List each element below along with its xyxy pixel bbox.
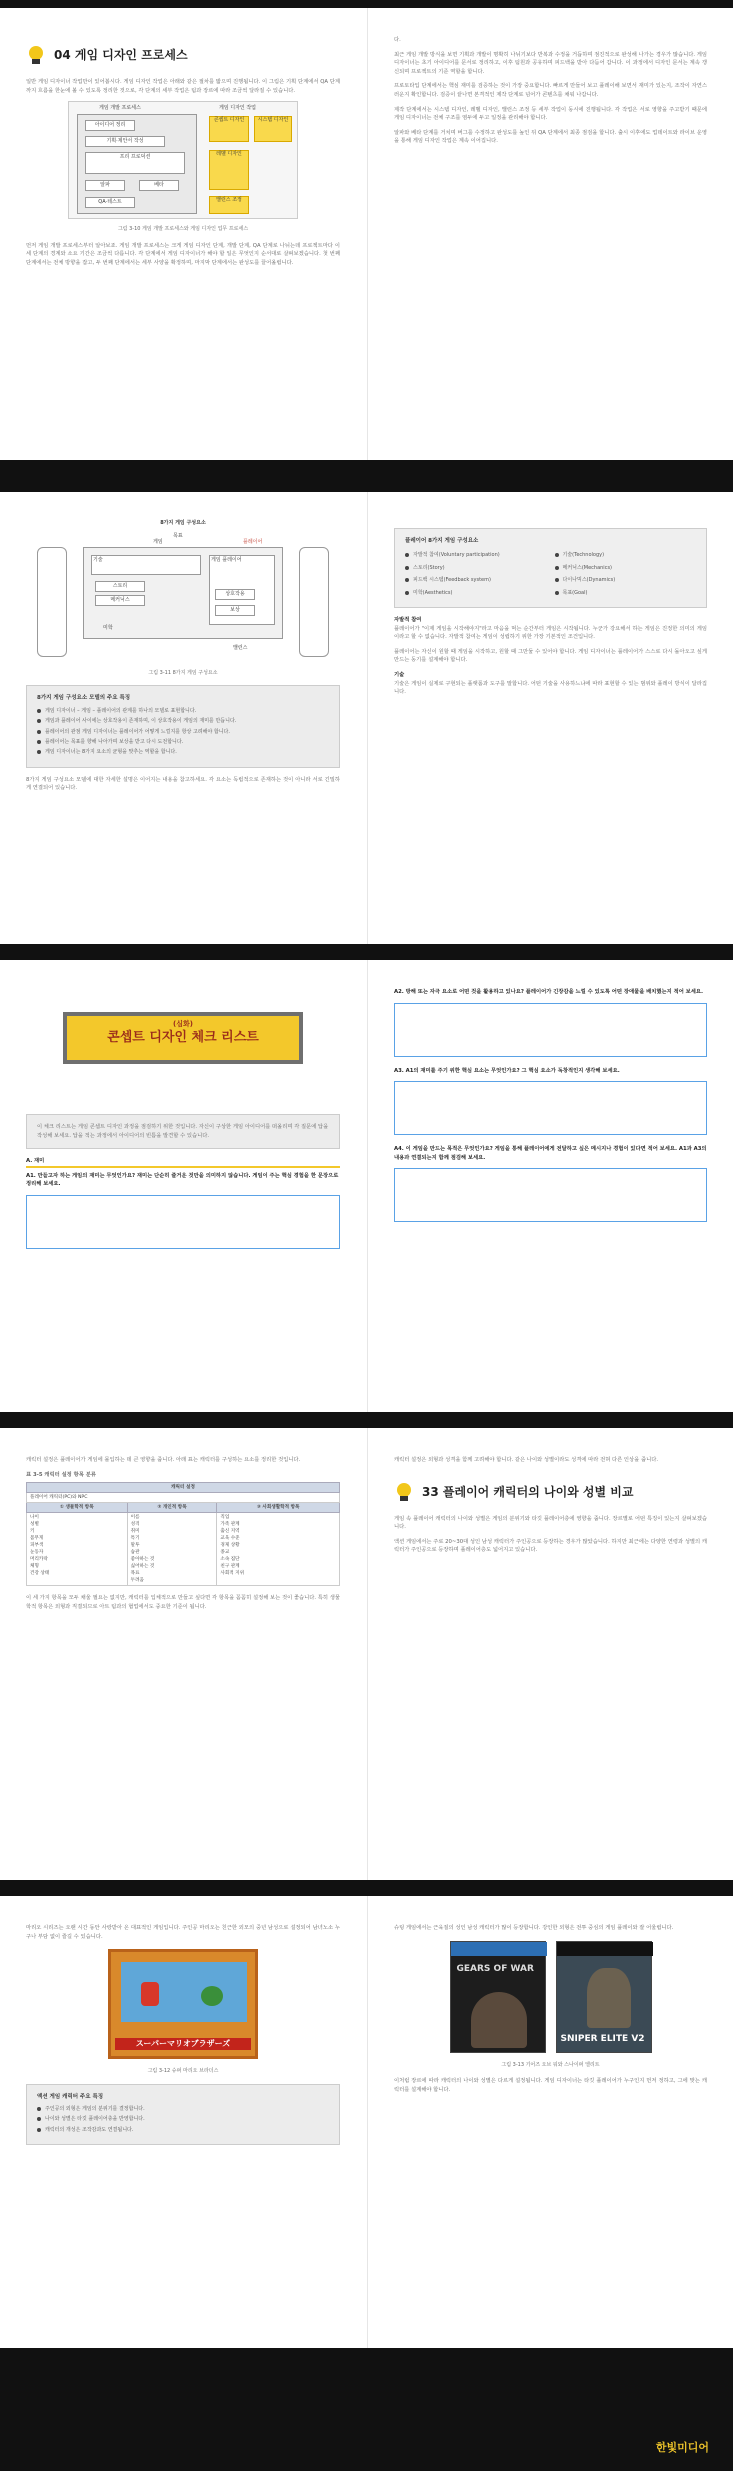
elements-diagram bbox=[33, 533, 333, 663]
subheading: 기술 bbox=[394, 672, 405, 678]
gears-cover-image bbox=[450, 1941, 546, 2053]
body-paragraph: 최근 게임 개발 방식을 보면 기획과 개발이 명확히 나뉘기보다 반복과 수정을 거듭하며 점진적으로 완성해 나가는 경우가 많습니다. 게임 디자이너는 초기 아이디어를 문서로 정리하고, 이후 팀원과 공유하며 피드백을 받아 다듬어 갑니다. 이 과정에서 디자인 문서는 계속 갱신되며 프로젝트의 기준 역할을 합니다. bbox=[394, 51, 707, 75]
spread-5 bbox=[0, 1896, 733, 2348]
figure-caption: 그림 3-13 기어즈 오브 워와 스나이퍼 엘리트 bbox=[501, 2061, 600, 2068]
step-box: 기획·제안서 작성 bbox=[85, 136, 165, 147]
list-item: 플레이어는 목표를 향해 나아가며 보상을 받고 다시 도전합니다. bbox=[37, 738, 329, 746]
table-caption: 표 3-5 캐릭터 설정 항목 분류 bbox=[26, 1471, 96, 1478]
platform-band bbox=[557, 1942, 653, 1956]
page-left bbox=[0, 1428, 366, 1880]
table-header: 캐릭터 설정 bbox=[27, 1483, 340, 1493]
page-right bbox=[367, 1428, 733, 1880]
continued-text: 다. bbox=[394, 37, 401, 43]
interaction-box: 상호작용 bbox=[215, 589, 255, 600]
mario-figure-icon bbox=[141, 1982, 159, 2006]
section-number: 04 bbox=[54, 48, 71, 62]
checklist-title-banner bbox=[63, 1012, 303, 1064]
cover-title: SNIPER ELITE V2 bbox=[560, 2033, 645, 2044]
story-box: 스토리 bbox=[95, 581, 145, 592]
note-text: 이 체크 리스트는 게임 콘셉트 디자인 과정을 점검하기 위한 것입니다. 자신이 구상한 게임 아이디어를 떠올리며 각 질문에 답을 작성해 보세요. 답을 적는 과정에서 아이디어의 빈틈을 발견할 수 있습니다. bbox=[37, 1124, 329, 1139]
question-a1: A1. 만들고자 하는 게임의 재미는 무엇인가요? 재미는 단순히 즐거운 것만을 의미하지 않습니다. 게임이 주는 핵심 경험을 한 문장으로 정리해 보세요. bbox=[26, 1172, 339, 1188]
platform-band bbox=[451, 1942, 547, 1956]
lightbulb-icon bbox=[394, 1481, 414, 1503]
step-box: 아이디어 정리 bbox=[85, 120, 135, 131]
reward-box: 보상 bbox=[215, 605, 255, 616]
step-box: 프리 프로덕션 bbox=[85, 152, 185, 174]
continued-text: 캐릭터 설정은 외형과 성격을 함께 고려해야 합니다. 같은 나이와 성별이라도 성격에 따라 전혀 다른 인상을 줍니다. bbox=[394, 1457, 658, 1463]
body-paragraph: 게임 속 플레이어 캐릭터의 나이와 성별은 게임의 분위기와 타깃 플레이어층에 영향을 줍니다. 장르별로 어떤 특징이 있는지 살펴보겠습니다. bbox=[394, 1515, 707, 1531]
list-item: 캐릭터의 개성은 조작감과도 연결됩니다. bbox=[37, 2126, 329, 2134]
intro-paragraph: 일반 게임 디자이너 작업만이 있어봅시다. 게임 디자인 작업은 아래와 같은 절차를 밟으며 진행됩니다. 이 그림은 기획 단계에서 QA 단계까지 흐름을 한눈에 볼 수 있도록 정리한 것으로, 각 단계의 세부 작업은 팀과 장르에 따라 조금씩 달라질 수 있습니다. bbox=[26, 79, 340, 94]
page-left bbox=[0, 1896, 366, 2348]
feature-panel bbox=[26, 685, 340, 767]
col-header: ③ 사회생활학적 항목 bbox=[217, 1503, 340, 1513]
label-player: 플레이어 bbox=[243, 539, 263, 545]
spread-2 bbox=[0, 492, 733, 944]
grid-item: 메커닉스(Mechanics) bbox=[555, 564, 697, 572]
cover-title: GEARS OF WAR bbox=[456, 1963, 534, 1974]
title-small: (심화) bbox=[173, 1020, 193, 1028]
panel-title: 플레이어 8가지 게임 구성요소 bbox=[405, 538, 479, 544]
body-paragraph: 이 세 가지 항목을 모두 채울 필요는 없지만, 캐릭터를 입체적으로 만들고 싶다면 각 항목을 꼼꼼히 설정해 보는 것이 좋습니다. 특히 생물학적 항목은 외형과 직결되므로 아트 팀과의 협업에서도 중요한 기준이 됩니다. bbox=[26, 1595, 340, 1610]
list-item: 플레이어의 관점 게임 디자이너는 플레이어가 어떻게 느낄지를 항상 고려해야 합니다. bbox=[37, 728, 329, 736]
body-paragraph: 슈팅 게임에서는 근육질의 성인 남성 캐릭터가 많이 등장합니다. 강인한 외형은 전투 중심의 게임 플레이와 잘 어울립니다. bbox=[394, 1925, 674, 1931]
diagram-col-left: 게임 개발 프로세스 bbox=[99, 105, 141, 112]
body-paragraph: 8가지 게임 구성요소 모델에 대한 자세한 설명은 이어지는 내용을 참고하세요. 각 요소는 독립적으로 존재하는 것이 아니라 서로 긴밀하게 연결되어 있습니다. bbox=[26, 776, 340, 792]
figure-caption: 그림 3-11 8가지 게임 구성요소 bbox=[148, 670, 218, 676]
cover-row bbox=[394, 1941, 707, 2053]
body-paragraph: 제작 단계에서는 시스템 디자인, 레벨 디자인, 밸런스 조정 등 세부 작업이 동시에 진행됩니다. 각 작업은 서로 영향을 주고받기 때문에 게임 디자이너는 전체 구조를 염두에 두고 일정을 관리해야 합니다. bbox=[394, 106, 707, 122]
cover-title: スーパーマリオブラザーズ bbox=[115, 2038, 251, 2050]
spread-4 bbox=[0, 1428, 733, 1880]
step-box: 알파 bbox=[85, 180, 125, 191]
list-item: 게임 디자이너 – 게임 – 플레이어의 관계를 하나의 모델로 표현합니다. bbox=[37, 707, 329, 715]
note-panel bbox=[26, 1114, 340, 1149]
body-paragraph: 기술은 게임이 실제로 구현되는 플랫폼과 도구를 말합니다. 어떤 기술을 사용하느냐에 따라 표현할 수 있는 범위와 플레이 방식이 달라집니다. bbox=[394, 680, 707, 696]
section-title bbox=[422, 1485, 633, 1499]
section-title-text: 게임 디자인 프로세스 bbox=[74, 48, 188, 62]
label-balance: 밸런스 bbox=[233, 645, 248, 651]
figure-caption: 그림 3-12 슈퍼 마리오 브라더스 bbox=[147, 2068, 219, 2075]
divider bbox=[26, 1166, 340, 1168]
col-header: ② 개인적 항목 bbox=[127, 1503, 217, 1513]
panel-title: 8가지 게임 구성요소 모델의 주요 특징 bbox=[37, 695, 131, 702]
body-paragraph: 플레이어가 "이제 게임을 시작해야지"라고 마음을 먹는 순간부터 게임은 시작됩니다. 누군가 강요해서 하는 게임은 진정한 의미의 게임이라고 할 수 없습니다. 자발적 참여는 게임이 성립하기 위한 가장 기본적인 조건입니다. bbox=[394, 625, 707, 641]
page-left bbox=[0, 960, 366, 1412]
grid-item: 자발적 참여(Voluntary participation) bbox=[405, 551, 547, 559]
mechanics-box: 메커닉스 bbox=[95, 595, 145, 606]
play-box: 게임 플레이어 bbox=[209, 555, 275, 625]
player-pillar bbox=[299, 547, 329, 657]
soldier-figure-icon bbox=[471, 1992, 527, 2048]
label-goal: 목표 bbox=[173, 533, 183, 539]
cover-art bbox=[121, 1962, 247, 2022]
subheading: 자발적 참여 bbox=[394, 617, 422, 624]
body-paragraph: 알파와 베타 단계를 거치며 버그를 수정하고 완성도를 높인 뒤 QA 단계에서 최종 점검을 합니다. 출시 이후에도 업데이트와 라이브 운영을 통해 게임 디자인 작업은 계속 이어집니다. bbox=[394, 129, 707, 145]
page-left bbox=[0, 8, 366, 460]
diagram-col-right: 게임 디자인 작업 bbox=[219, 105, 256, 112]
mario-cover-image bbox=[108, 1949, 258, 2059]
sniper-figure-icon bbox=[587, 1968, 631, 2028]
table-sub: 플레이어 캐릭터(PC)와 NPC bbox=[27, 1493, 340, 1503]
section-number: 33 bbox=[422, 1484, 439, 1499]
body-paragraph: 플레이어는 자신이 원할 때 게임을 시작하고, 원할 때 그만둘 수 있어야 합니다. 게임 디자이너는 플레이어가 스스로 다시 돌아오고 싶게 만드는 동기를 설계해야 합니다. bbox=[394, 648, 707, 664]
sniper-cover-image bbox=[556, 1941, 652, 2053]
question-a4: A4. 이 게임을 만드는 목적은 무엇인가요? 게임을 통해 플레이어에게 전달하고 싶은 메시지나 경험이 있다면 적어 보세요. A1과 A3의 내용과 연결되는지 함께 점검해 보세요. bbox=[394, 1146, 707, 1161]
grid-item: 스토리(Story) bbox=[405, 564, 547, 572]
col-header: ① 생물학적 항목 bbox=[27, 1503, 128, 1513]
elements-panel bbox=[394, 528, 707, 608]
character-table bbox=[26, 1482, 340, 1586]
section-heading bbox=[26, 44, 340, 66]
label-game: 게임 bbox=[153, 539, 163, 545]
spread-1 bbox=[0, 8, 733, 460]
page-right bbox=[367, 8, 733, 460]
section-label: A. 재미 bbox=[26, 1158, 45, 1165]
intro-paragraph: 캐릭터 설정은 플레이어가 게임에 몰입하는 데 큰 영향을 줍니다. 아래 표는 캐릭터를 구성하는 요소를 정리한 것입니다. bbox=[26, 1457, 301, 1463]
section-heading bbox=[394, 1481, 707, 1503]
design-box: 레벨 디자인 bbox=[209, 150, 249, 190]
list-item: 나이와 성별은 타깃 플레이어층을 반영합니다. bbox=[37, 2115, 329, 2123]
body-paragraph: 이처럼 장르에 따라 캐릭터의 나이와 성별은 다르게 설정됩니다. 게임 디자이너는 타깃 플레이어가 누구인지 먼저 정하고, 그에 맞는 캐릭터를 설계해야 합니다. bbox=[394, 2078, 707, 2093]
page-left bbox=[0, 492, 366, 944]
grid-item: 기술(Technology) bbox=[555, 551, 697, 559]
step-box: 베타 bbox=[139, 180, 179, 191]
body-paragraph: 마리오 시리즈는 오랜 시간 동안 사랑받아 온 대표적인 게임입니다. 주인공 마리오는 친근한 외모의 중년 남성으로 설정되어 남녀노소 누구나 부담 없이 즐길 수 있습니다. bbox=[26, 1925, 340, 1940]
figure-caption: 그림 3-10 게임 개발 프로세스와 게임 디자인 업무 프로세스 bbox=[117, 226, 249, 233]
elements-grid bbox=[405, 549, 696, 599]
list-item: 게임 디자이너는 8가지 요소의 균형을 맞추는 역할을 합니다. bbox=[37, 748, 329, 756]
body-paragraph: 프로토타입 단계에서는 핵심 재미를 검증하는 것이 가장 중요합니다. 빠르게 만들어 보고 플레이해 보면서 재미가 있는지, 조작이 자연스러운지 확인합니다. 검증이 끝나면 본격적인 제작 단계로 넘어가 콘텐츠를 채워 나갑니다. bbox=[394, 83, 707, 98]
answer-field-a4[interactable] bbox=[394, 1168, 707, 1222]
question-a2: A2. 방해 또는 자극 요소로 어떤 것을 활용하고 있나요? 플레이어가 긴장감을 느낄 수 있도록 어떤 장애물을 배치했는지 적어 보세요. bbox=[394, 989, 704, 995]
grid-item: 피드백 시스템(Feedback system) bbox=[405, 576, 547, 584]
design-box: 밸런스 조정 bbox=[209, 196, 249, 214]
step-box: QA·테스트 bbox=[85, 197, 135, 208]
page-right bbox=[367, 1896, 733, 2348]
title-big: 콘셉트 디자인 체크 리스트 bbox=[107, 1030, 259, 1045]
section-title bbox=[54, 48, 188, 62]
publisher-logo: 한빛미디어 bbox=[655, 2441, 709, 2454]
tech-box: 기술 bbox=[91, 555, 201, 575]
section-title-text: 플레이어 캐릭터의 나이와 성별 비교 bbox=[442, 1484, 634, 1499]
body-paragraph: 액션 게임에서는 주로 20~30대 성인 남성 캐릭터가 주인공으로 등장하는 경우가 많았습니다. 하지만 최근에는 다양한 연령과 성별의 캐릭터가 주인공으로 등장하며 플레이어층도 넓어지고 있습니다. bbox=[394, 1538, 707, 1554]
grid-item: 다이나믹스(Dynamics) bbox=[555, 576, 697, 584]
list-item: 게임과 플레이어 사이에는 상호작용이 존재하며, 이 상호작용이 게임의 재미를 만듭니다. bbox=[37, 717, 329, 725]
grid-item: 목표(Goal) bbox=[555, 589, 697, 597]
design-box: 시스템 디자인 bbox=[254, 116, 292, 142]
page-right bbox=[367, 960, 733, 1412]
panel-title: 액션 게임 캐릭터 주요 특징 bbox=[37, 2093, 104, 2100]
designer-pillar bbox=[37, 547, 67, 657]
answer-field-a2[interactable] bbox=[394, 1003, 707, 1057]
answer-field-a3[interactable] bbox=[394, 1081, 707, 1135]
process-diagram bbox=[68, 101, 298, 219]
question-a3: A3. A1의 재미를 주기 위한 핵심 요소는 무엇인가요? 그 핵심 요소가 독창적인지 생각해 보세요. bbox=[394, 1067, 620, 1074]
feature-panel bbox=[26, 2084, 340, 2146]
design-box: 콘셉트 디자인 bbox=[209, 116, 249, 142]
answer-field-a1[interactable] bbox=[26, 1195, 340, 1249]
figure-title: 8가지 게임 구성요소 bbox=[160, 520, 206, 526]
lightbulb-icon bbox=[26, 44, 46, 66]
spread-3 bbox=[0, 960, 733, 1412]
table-row: 나이 성별 키 몸무게 피부색 눈동자 머리카락 체형 건강 상태 이름 성격 취미 특기 말투 습관 좋아하는 것 싫어하는 것 목표 두려움 직업 가족 관계 출신 지역 교육 수준 경제 상황 종교 소속 집단 친구 관계 사회적 지위 bbox=[27, 1513, 340, 1586]
body-paragraph: 먼저 게임 개발 프로세스부터 알아보죠. 게임 개발 프로세스는 크게 게임 디자인 단계, 개발 단계, QA 단계로 나뉘는데 프로젝트마다 이 세 단계의 경계와 소요 기간은 조금씩 다릅니다. 각 단계에서 게임 디자이너가 해야 할 일은 무엇인지 순서대로 살펴보겠습니다. 첫 번째 단계에서는 전체 방향을 잡고, 두 번째 단계에서는 세부 사양을 확정하며, 마지막 단계에서는 완성도를 끌어올립니다. bbox=[26, 242, 340, 266]
list-item: 주인공의 외형은 게임의 분위기를 결정합니다. bbox=[37, 2105, 329, 2113]
label-aesthetics: 미학 bbox=[103, 625, 113, 631]
grid-item: 미학(Aesthetics) bbox=[405, 589, 547, 597]
page-right bbox=[367, 492, 733, 944]
